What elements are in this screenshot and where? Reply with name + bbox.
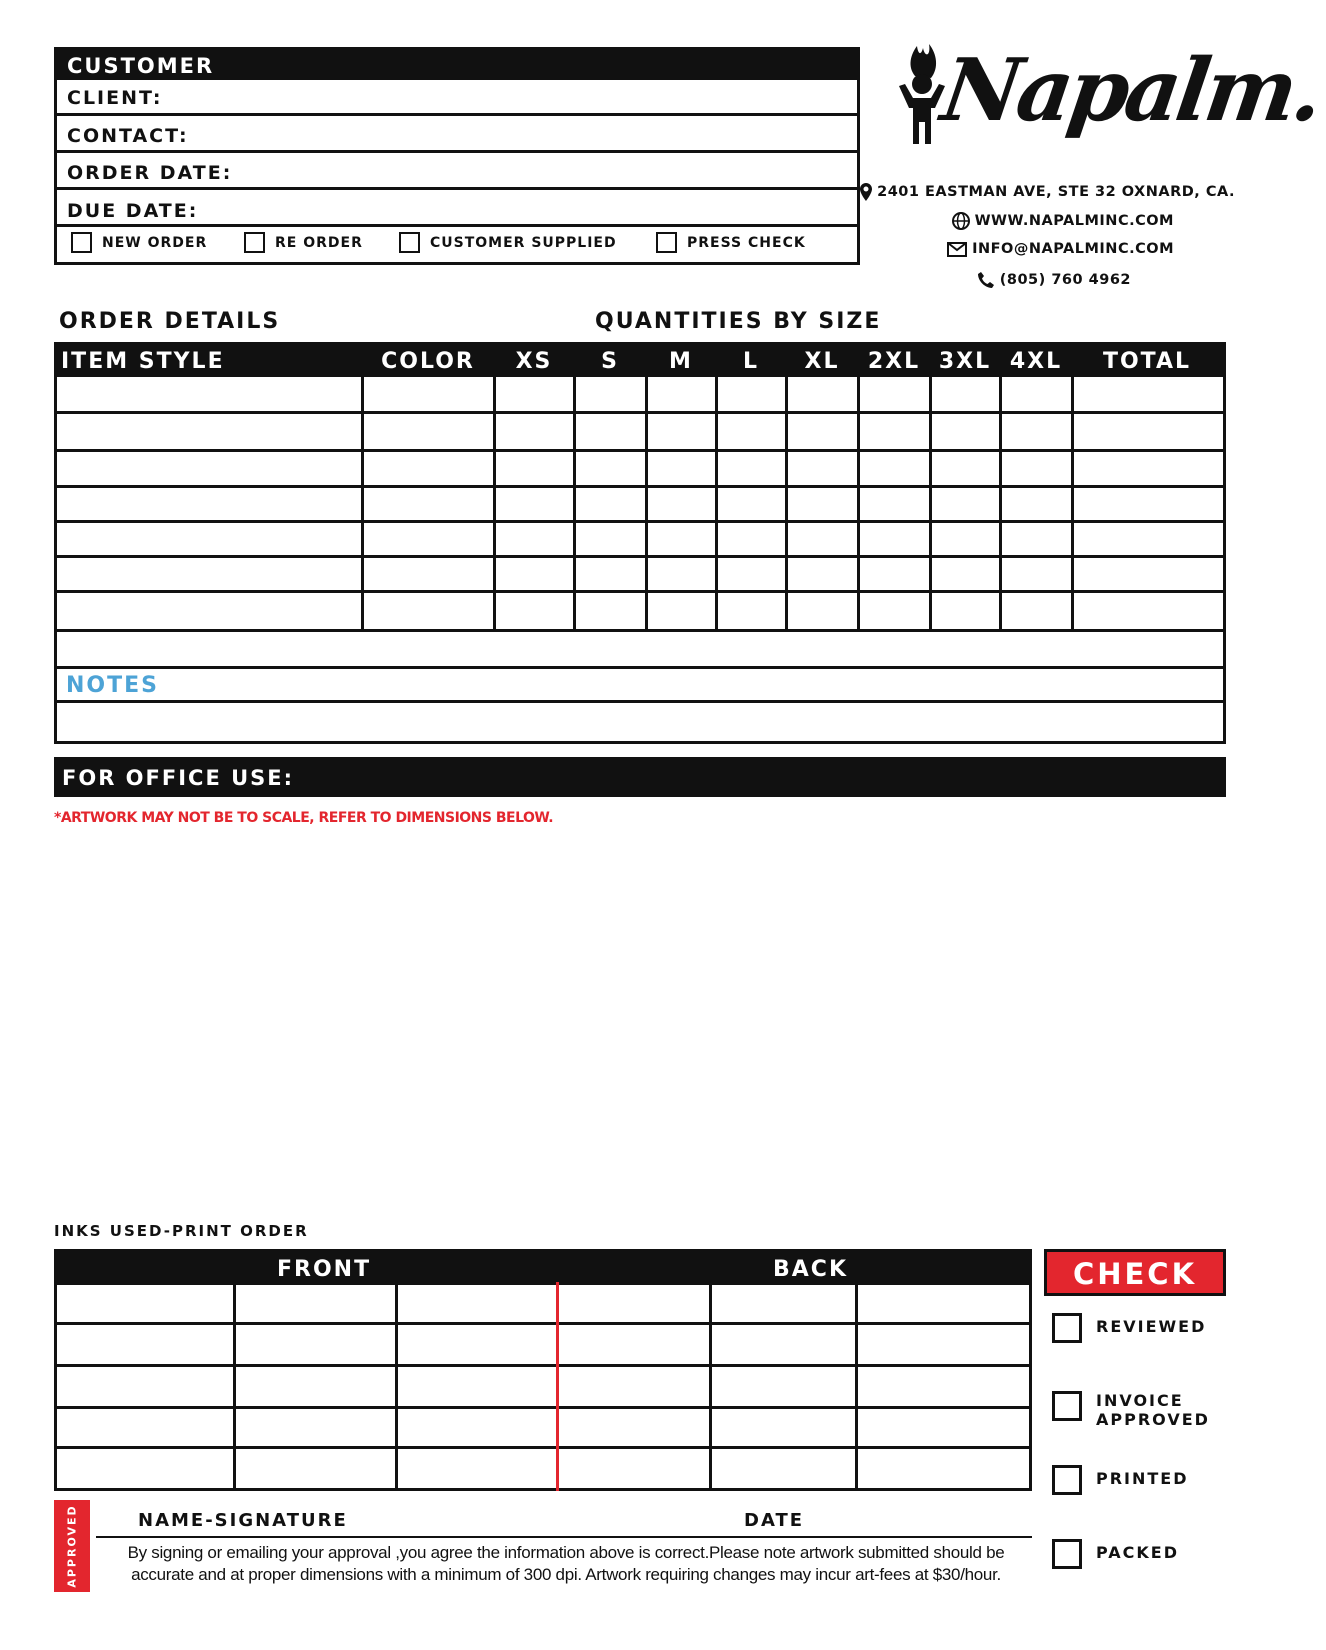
press-check-checkbox[interactable]: [656, 232, 677, 253]
reviewed-label: REVIEWED: [1096, 1317, 1207, 1336]
website-line[interactable]: [952, 212, 1174, 230]
napalm-logo: [885, 36, 1326, 176]
order-col-divider: [493, 377, 496, 629]
reviewed-checkbox[interactable]: [1052, 1313, 1082, 1343]
customer-supplied-option[interactable]: [399, 232, 617, 253]
client-field[interactable]: [57, 80, 857, 116]
order-col-divider: [1071, 377, 1074, 629]
signature-field[interactable]: [96, 1500, 1032, 1536]
order-date-label: ORDER DATE:: [67, 162, 233, 184]
col-xl: XL: [804, 349, 840, 374]
ink-col-divider: [395, 1285, 398, 1491]
re-order-option[interactable]: [244, 232, 363, 253]
invoice-approved-checkbox[interactable]: [1052, 1391, 1082, 1421]
re-order-checkbox[interactable]: [244, 232, 265, 253]
order-col-divider: [645, 377, 648, 629]
packed-option[interactable]: [1052, 1539, 1179, 1569]
order-row-divider: [57, 485, 1223, 488]
phone-line[interactable]: [977, 271, 1131, 289]
order-row-divider: [57, 411, 1223, 414]
approved-tab: [54, 1500, 90, 1592]
address-line: [860, 183, 1235, 201]
order-col-divider: [361, 377, 364, 629]
website-text[interactable]: WWW.NAPALMINC.COM: [974, 213, 1174, 229]
email-line[interactable]: [947, 241, 1174, 257]
phone-text[interactable]: (805) 760 4962: [999, 272, 1131, 288]
customer-header: CUSTOMER: [57, 50, 857, 80]
inks-title: INKS USED-PRINT ORDER: [54, 1222, 309, 1240]
name-signature-label: NAME-SIGNATURE: [138, 1510, 348, 1531]
location-pin-icon: [860, 183, 872, 201]
new-order-option[interactable]: [71, 232, 207, 253]
notes-label: NOTES: [66, 673, 159, 698]
reviewed-option[interactable]: [1052, 1313, 1206, 1343]
ink-row-divider: [57, 1364, 1029, 1367]
order-table-header: [57, 345, 1223, 377]
phone-icon: [977, 271, 995, 289]
printed-checkbox[interactable]: [1052, 1465, 1082, 1495]
ink-col-divider: [709, 1285, 712, 1491]
customer-supplied-checkbox[interactable]: [399, 232, 420, 253]
printed-label: PRINTED: [1096, 1469, 1189, 1488]
client-label: CLIENT:: [67, 87, 163, 109]
col-l: L: [742, 349, 760, 374]
order-col-divider: [999, 377, 1002, 629]
col-2xl: 2XL: [867, 349, 921, 374]
approved-tab-label: APPROVED: [65, 1504, 79, 1588]
invoice-approved-label: [1096, 1391, 1210, 1429]
front-back-divider: [556, 1282, 559, 1491]
order-col-divider: [929, 377, 932, 629]
col-total: TOTAL: [1102, 349, 1192, 374]
col-color: COLOR: [381, 349, 475, 374]
contact-field[interactable]: [57, 116, 857, 153]
ink-col-divider: [855, 1285, 858, 1491]
order-type-options: [57, 228, 857, 262]
ink-col-divider: [233, 1285, 236, 1491]
ink-row-divider: [57, 1322, 1029, 1325]
brand-wordmark: Napalm.: [935, 40, 1326, 141]
customer-section: [54, 47, 860, 265]
invoice-label-line2: APPROVED: [1096, 1410, 1210, 1429]
ink-row-divider: [57, 1446, 1029, 1449]
packed-checkbox[interactable]: [1052, 1539, 1082, 1569]
office-use-bar: FOR OFFICE USE:: [54, 757, 1226, 797]
press-check-option[interactable]: [656, 232, 806, 253]
col-item-style: ITEM STYLE: [61, 349, 225, 374]
globe-icon: [952, 212, 970, 230]
re-order-label: RE ORDER: [275, 234, 363, 251]
col-s: S: [601, 349, 619, 374]
notes-divider: [57, 700, 1223, 703]
back-label: BACK: [773, 1257, 848, 1282]
order-row-divider: [57, 555, 1223, 558]
notes-divider: [57, 666, 1223, 669]
invoice-label-line1: INVOICE: [1096, 1391, 1184, 1410]
order-col-divider: [715, 377, 718, 629]
order-row-divider: [57, 629, 1223, 632]
customer-supplied-label: CUSTOMER SUPPLIED: [430, 234, 617, 251]
col-m: M: [669, 349, 693, 374]
order-col-divider: [785, 377, 788, 629]
order-date-field[interactable]: [57, 153, 857, 190]
address-text: 2401 EASTMAN AVE, STE 32 OXNARD, CA.: [877, 184, 1235, 200]
col-3xl: 3XL: [938, 349, 992, 374]
order-row-divider: [57, 520, 1223, 523]
press-check-label: PRESS CHECK: [687, 234, 806, 251]
printed-option[interactable]: [1052, 1465, 1189, 1495]
order-row-divider: [57, 590, 1223, 593]
order-col-divider: [573, 377, 576, 629]
email-text[interactable]: INFO@NAPALMINC.COM: [972, 241, 1174, 257]
front-label: FRONT: [277, 1257, 372, 1282]
order-details-title: ORDER DETAILS: [59, 309, 281, 334]
invoice-approved-option[interactable]: [1052, 1391, 1210, 1429]
col-xs: XS: [515, 349, 553, 374]
artwork-note: *ARTWORK MAY NOT BE TO SCALE, REFER TO DIMENSIONS BELOW.: [54, 810, 554, 826]
check-header: CHECK: [1044, 1249, 1226, 1296]
new-order-label: NEW ORDER: [102, 234, 208, 251]
quantities-title: QUANTITIES BY SIZE: [595, 309, 882, 334]
approval-disclaimer: By signing or emailing your approval ,you agree the information above is correct.Please note artwork submitted should be accurate and at proper dimensions with a minimum of 300 dpi. Artwork requiring changes may incur art-fees at $30/hour.: [127, 1543, 1005, 1584]
artwork-area[interactable]: [54, 830, 1226, 1210]
col-4xl: 4XL: [1009, 349, 1063, 374]
envelope-icon: [947, 242, 967, 257]
signature-line: [96, 1536, 1032, 1538]
inks-table: [54, 1249, 1032, 1491]
order-col-divider: [857, 377, 860, 629]
due-date-field[interactable]: [57, 190, 857, 227]
order-row-divider: [57, 449, 1223, 452]
due-date-label: DUE DATE:: [67, 200, 199, 222]
order-table: [54, 342, 1226, 744]
contact-label: CONTACT:: [67, 125, 189, 147]
date-label: DATE: [744, 1510, 805, 1531]
inks-table-header: [57, 1252, 1029, 1285]
new-order-checkbox[interactable]: [71, 232, 92, 253]
ink-row-divider: [57, 1406, 1029, 1409]
packed-label: PACKED: [1096, 1543, 1179, 1562]
